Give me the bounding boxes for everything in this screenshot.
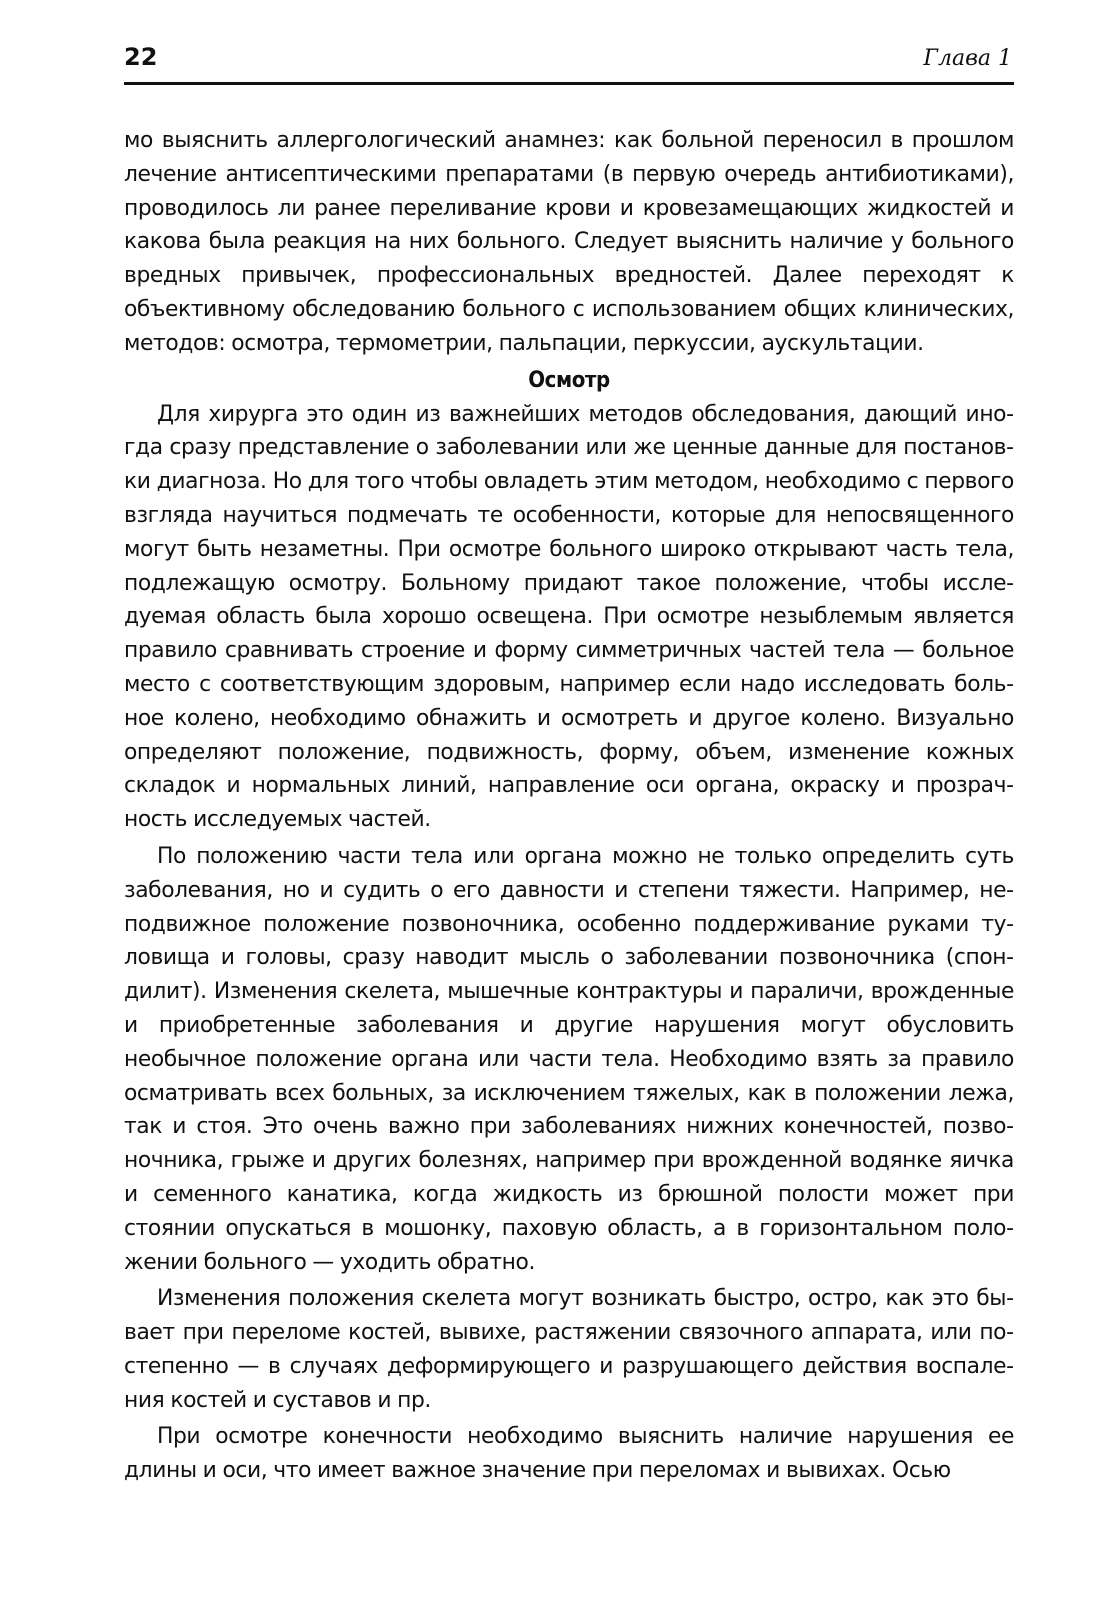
paragraph-continued: мо выяснить аллергологический анамнез: как больной переносил в прошлом лечение антисептическими препаратами (в первую очередь антибиотиками), проводилось ли ранее переливание крови и кровезамещающих жидкостей и какова была реакция на них больного. Следует выяснить наличие у больного вредных привычек, профессиональных вредностей. Далее переходят к объективному обследованию больного с использованием общих клинических, методов: осмотра, термометрии, пальпации, перкуссии, аускультации. <box>124 128 1014 356</box>
body-text <box>124 124 1014 1491</box>
paragraph: При осмотре конечности необходимо выяснить наличие нарушения ее длины и оси, что имеет важное значение при переломах и вывихах. Осью <box>124 1424 1014 1484</box>
running-head <box>124 40 1014 85</box>
paragraph: Изменения положения скелета могут возникать быстро, остро, как это бывает при переломе костей, вывихе, растяжении связочного аппарата, или постепенно — в случаях деформирующего и разрушающего действия воспаления костей и суставов и пр. <box>124 1286 1014 1413</box>
paragraph: По положению части тела или органа можно не только определить суть заболевания, но и судить о его давности и степени тяжести. Например, неподвижное положение позвоночника, особенно поддерживание руками туловища и головы, сразу наводит мысль о заболевании позвоночника (спондилит). Изменения скелета, мышечные контрактуры и параличи, врожденные и приобретенные заболевания и другие нарушения могут обусловить необычное положение органа или части тела. Необходимо взять за правило осматривать всех больных, за исключением тяжелых, как в положении лежа, так и стоя. Это очень важно при заболеваниях нижних конечностей, позвоночника, грыже и других болезнях, например при врожденной водянке яичка и семенного канатика, когда жидкость из брюшной полости может при стоянии опускаться в мошонку, паховую область, а в горизонтальном положении больного — уходить обратно. <box>124 843 1014 1275</box>
section-heading: Осмотр <box>528 367 610 393</box>
chapter-label: Глава 1 <box>923 46 1012 71</box>
page-number: 22 <box>124 43 158 71</box>
paragraph: Для хирурга это один из важнейших методов обследования, дающий иногда сразу представление о заболевании или же ценные данные для постановки диагноза. Но для того чтобы овладеть этим методом, необходимо с первого взгляда научиться подмечать те особенности, которые для непосвященного могут быть незаметны. При осмотре больного широко открывают часть тела, подлежащую осмотру. Больному придают такое положение, чтобы исследуемая область была хорошо освещена. При осмотре незыблемым является правило сравнивать строение и форму симметричных частей тела — больное место с соответствующим здоровым, например если надо исследовать больное колено, необходимо обнажить и осмотреть и другое колено. Визуально определяют положение, подвижность, форму, объем, изменение кожных складок и нормальных линий, направление оси органа, окраску и прозрачность исследуемых частей. <box>124 401 1014 833</box>
